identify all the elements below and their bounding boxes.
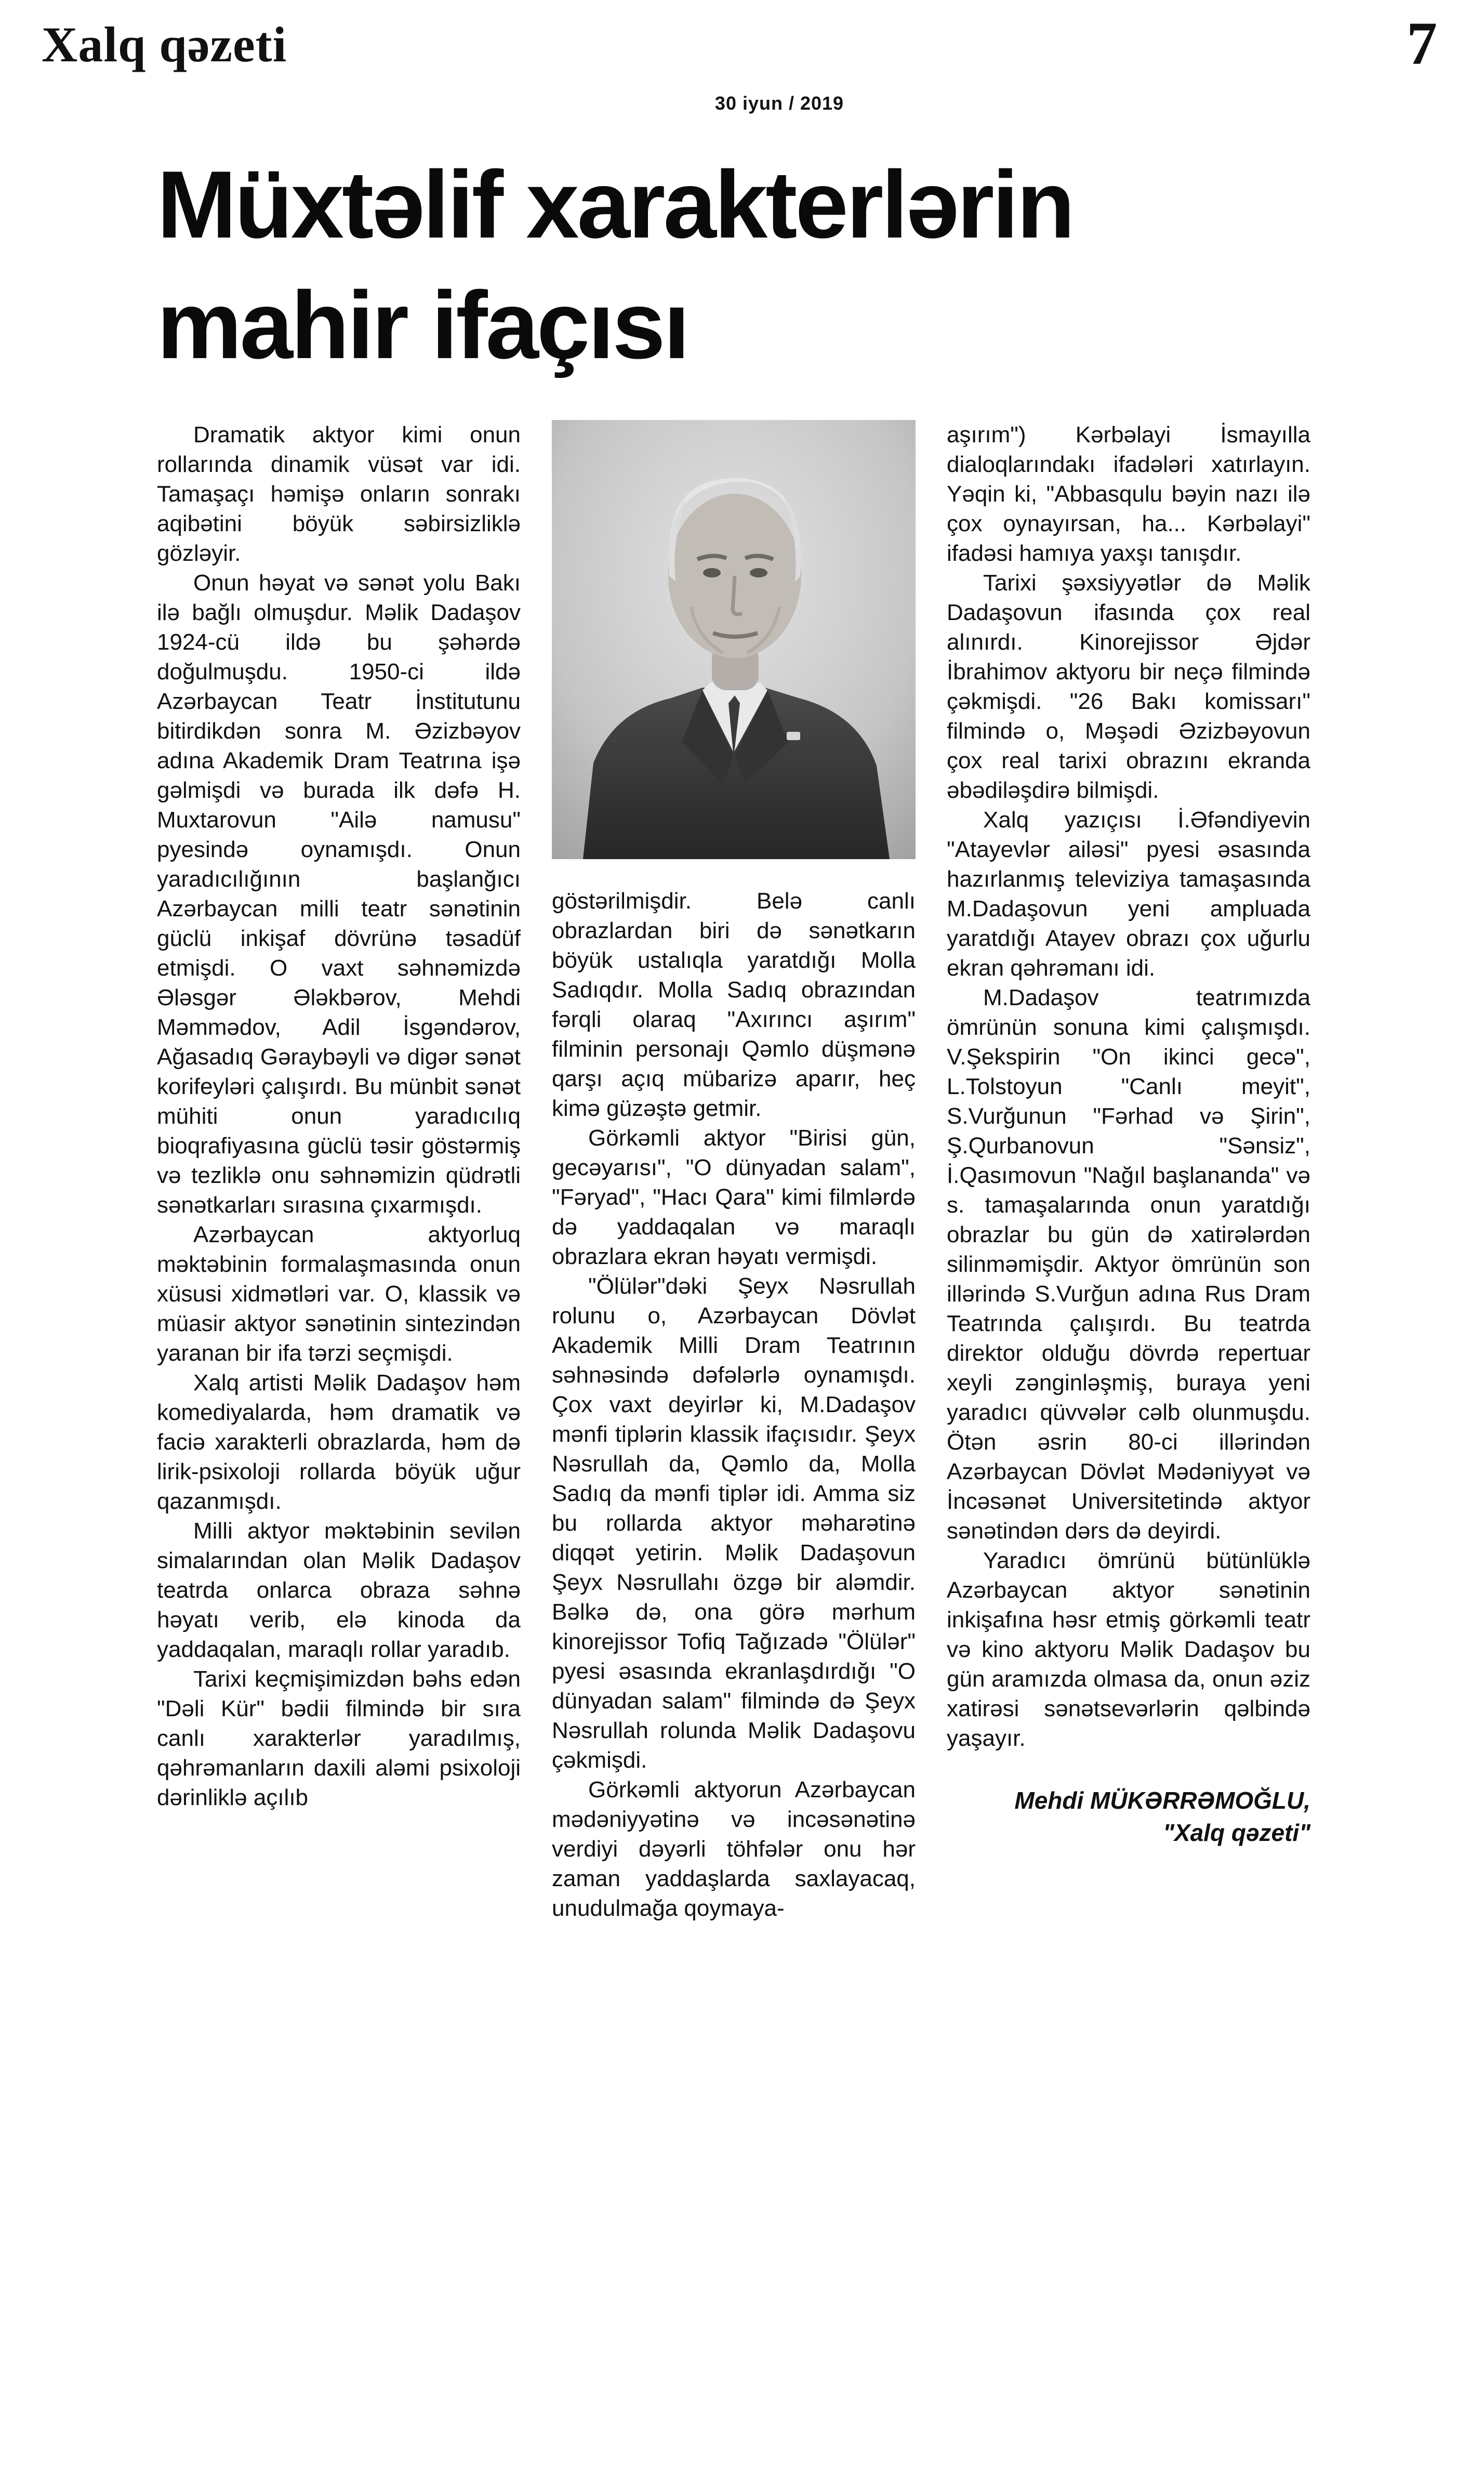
byline: [947, 1784, 1310, 1849]
paragraph: Milli aktyor məktəbinin sevilən simalarından olan Məlik Dadaşov teatrda onlarca obraza səhnə həyatı verib, elə kinoda da yaddaqalan, maraqlı rollar yaradıb.: [157, 1518, 521, 1662]
article-body: [157, 420, 1310, 1923]
byline-author: Mehdi MÜKƏRRƏMOĞLU,: [1014, 1786, 1310, 1814]
paragraph: Xalq artisti Məlik Dadaşov həm komediyalarda, həm dramatik və faciə xarakterli obrazlarda, həm də lirik-psixoloji rollarda böyük uğur qazanmışdı.: [157, 1370, 521, 1514]
paragraph: Tarixi şəxsiyyətlər də Məlik Dadaşovun ifasında çox real alınırdı. Kinorejissor Əjdər İbrahimov aktyoru bir neçə filmində çəkmişdi. "26 Bakı komissarı" filmində o, Məşədi Əzizbəyovun çox real tarixi obrazını ekranda əbədiləşdirə bilmişdi.: [947, 570, 1310, 803]
headline: [157, 144, 1310, 386]
byline-paper: "Xalq qəzeti": [1163, 1819, 1310, 1846]
paragraph: Yaradıcı ömrünü bütünlüklə Azərbaycan aktyor sənətinin inkişafına həsr etmiş görkəmli teatr və kino aktyoru Məlik Dadaşov bu gün aramızda olmasa da, onun əziz xatirəsi sənətsevərlərin qəlbində yaşayır.: [947, 1547, 1310, 1751]
paragraph: Xalq yazıçısı İ.Əfəndiyevin "Atayevlər ailəsi" pyesi əsasında hazırlanmış televiziya tamaşasında M.Dadaşovun yeni ampluada yaratdığı Atayev obrazı çox uğurlu ekran qəhrəmanı idi.: [947, 807, 1310, 981]
paragraph: Azərbaycan aktyorluq məktəbinin formalaşmasında onun xüsusi xidmətləri var. O, klassik və müasir aktyor sənətinin sintezindən yaranan bir ifa tərzi seçmişdi.: [157, 1221, 521, 1366]
page-number: 7: [1407, 9, 1437, 77]
paragraph: "Ölülər"dəki Şeyx Nəsrullah rolunu o, Azərbaycan Dövlət Akademik Milli Dram Teatrının səhnəsində dəfələrlə oynamışdı. Çox vaxt deyirlər ki, M.Dadaşov mənfi tiplərin klassik ifaçısıdır. Şeyx Nəsrullah da, Qəmlo da, Molla Sadıq da mənfi tiplər idi. Amma siz bu rollarda aktyor məharətinə diqqət yetirin. Məlik Dadaşovun Şeyx Nəsrullahı özgə bir aləmdir. Bəlkə də, ona görə mərhum kinorejissor Tofiq Tağızadə "Ölülər" pyesi əsasında ekranlaşdırdığı "O dünyadan salam" filmində də Şeyx Nəsrullah rolunda Məlik Dadaşovu çəkmişdi.: [552, 1273, 916, 1773]
paragraph: aşırım") Kərbəlayi İsmayılla dialoqlarındakı ifadələri xatırlayın. Yəqin ki, "Abbasqulu bəyin nazı ilə çox oynayırsan, ha... Kərbəlayi" ifadəsi hamıya yaxşı tanışdır.: [947, 422, 1310, 566]
portrait-photo: [552, 420, 916, 859]
paragraph: Dramatik aktyor kimi onun rollarında dinamik vüsət var idi. Tamaşaçı həmişə onların sonrakı aqibətini böyük səbirsizliklə gözləyir.: [157, 422, 521, 566]
paragraph: Görkəmli aktyorun Azərbaycan mədəniyyətinə və incəsənətinə verdiyi dəyərli töhfələr onu hər zaman yaddaşlarda saxlayacaq, unudulmağa qoymaya-: [552, 1776, 916, 1921]
article-column-1: [157, 420, 521, 1923]
article-column-3: [947, 420, 1310, 1923]
headline-line-1: Müxtəlif xarakterlərin: [157, 151, 1073, 258]
paragraph: Tarixi keçmişimizdən bəhs edən "Dəli Kür" bədii filmində bir sıra canlı xarakterlər yaradılmış, qəhrəmanların daxili aləmi psixoloji dərinliklə açılıb: [157, 1666, 521, 1810]
article-column-2: [552, 420, 916, 1923]
page-header: [42, 9, 1442, 114]
dateline: 30 iyun / 2019: [714, 93, 844, 114]
article-content: [157, 144, 1310, 1923]
headline-line-2: mahir ifaçısı: [157, 271, 688, 378]
article-column-3-text: [947, 420, 1310, 1753]
paragraph: Onun həyat və sənət yolu Bakı ilə bağlı olmuşdur. Məlik Dadaşov 1924-cü ildə bu şəhərdə doğulmuşdu. 1950-ci ildə Azərbaycan Teatr İnstitutunu bitirdikdən sonra M. Əzizbəyov adına Akademik Dram Teatrına işə gəlmişdi və burada ilk dəfə H. Muxtarovun "Ailə namusu" pyesində oynamışdı. Onun yaradıcılığının başlanğıcı Azərbaycan milli teatr sənətinin güclü inkişaf dövrünə təsadüf etmişdi. O vaxt səhnəmizdə Ələsgər Ələkbərov, Mehdi Məmmədov, Adil İsgəndərov, Ağasadıq Gəraybəyli və digər sənət korifeyləri çalışırdı. Bu münbit sənət mühiti onun yaradıcılıq bioqrafiyasına güclü təsir göstərmiş və tezliklə onu səhnəmizin qüdrətli sənətkarları sırasına çıxarmışdı.: [157, 570, 521, 1218]
newspaper-masthead: Xalq qəzeti: [42, 17, 287, 72]
portrait-photo-graphic: [552, 420, 916, 859]
paragraph: M.Dadaşov teatrımızda ömrünün sonuna kimi çalışmışdı. V.Şekspirin "On ikinci gecə", L.Tolstoyun "Canlı meyit", S.Vurğunun "Fərhad və Şirin", Ş.Qurbanovun "Sənsiz", İ.Qasımovun "Nağıl başlananda" və s. tamaşalarında onun yaratdığı obrazlar bu gün də xatirələrdən silinməmişdir. Aktyor ömrünün son illərində S.Vurğun adına Rus Dram Teatrında çalışırdı. Bu teatrda direktor olduğu dövrdə repertuar xeyli zənginləşmiş, buraya yeni yaradıcı qüvvələr cəlb olunmuşdu. Ötən əsrin 80-ci illərindən Azərbaycan Dövlət Mədəniyyət və İncəsənət Universitetində aktyor sənətindən dərs də deyirdi.: [947, 984, 1310, 1544]
paragraph: Görkəmli aktyor "Birisi gün, gecəyarısı", "O dünyadan salam", "Fəryad", "Hacı Qara" kimi filmlərdə də yaddaqalan və maraqlı obrazlara ekran həyatı vermişdi.: [552, 1125, 916, 1269]
paragraph: göstərilmişdir. Belə canlı obrazlardan biri də sənətkarın böyük ustalıqla yaratdığı Molla Sadıqdır. Molla Sadıq obrazından fərqli olaraq "Axırıncı aşırım" filminin personajı Qəmlo düşmənə qarşı açıq mübarizə aparır, heç kimə güzəştə getmir.: [552, 888, 916, 1121]
article-column-2-text: [552, 886, 916, 1923]
